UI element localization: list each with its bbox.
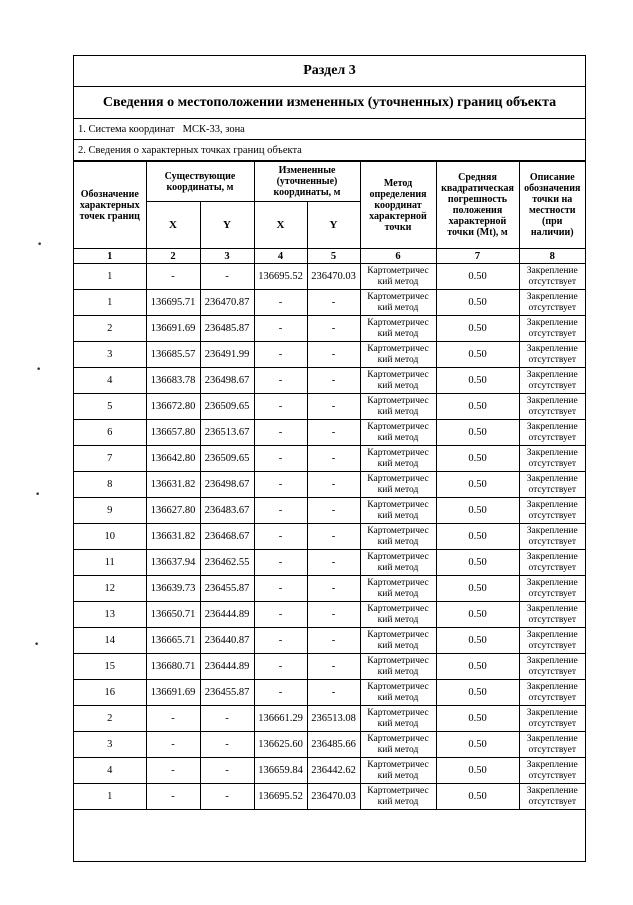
description-cell: Закрепление отсутствует	[519, 706, 585, 732]
existing-y-cell: 236470.87	[200, 290, 254, 316]
table-row	[74, 732, 585, 758]
description-cell: Закрепление отсутствует	[519, 758, 585, 784]
method-cell: Картометричес кий метод	[360, 342, 436, 368]
existing-y-cell: 236455.87	[200, 680, 254, 706]
method-cell: Картометричес кий метод	[360, 290, 436, 316]
changed-y-cell: -	[307, 576, 360, 602]
accuracy-cell: 0.50	[436, 264, 519, 290]
changed-x-cell: -	[254, 628, 307, 654]
description-cell: Закрепление отсутствует	[519, 576, 585, 602]
description-cell: Закрепление отсутствует	[519, 550, 585, 576]
changed-y-cell: -	[307, 316, 360, 342]
description-cell: Закрепление отсутствует	[519, 342, 585, 368]
column-number-row	[74, 249, 585, 264]
table-row	[74, 758, 585, 784]
existing-y-cell: 236468.67	[200, 524, 254, 550]
table-row	[74, 628, 585, 654]
changed-x-cell: -	[254, 472, 307, 498]
section-label: Раздел 3	[74, 56, 585, 87]
col-number: 7	[436, 249, 519, 264]
existing-y-cell: 236513.67	[200, 420, 254, 446]
existing-x-cell: 136683.78	[146, 368, 200, 394]
description-cell: Закрепление отсутствует	[519, 446, 585, 472]
col-method: Метод определения координат характерной точки	[360, 162, 436, 249]
existing-y-cell: -	[200, 784, 254, 810]
accuracy-cell: 0.50	[436, 602, 519, 628]
point-id-cell: 6	[74, 420, 146, 446]
description-cell: Закрепление отсутствует	[519, 680, 585, 706]
description-cell: Закрепление отсутствует	[519, 394, 585, 420]
changed-y-cell: -	[307, 680, 360, 706]
changed-y-cell: -	[307, 524, 360, 550]
margin-mark: •	[34, 640, 40, 650]
existing-y-cell: 236462.55	[200, 550, 254, 576]
col-changed-x: X	[254, 202, 307, 249]
method-cell: Картометричес кий метод	[360, 316, 436, 342]
col-number: 5	[307, 249, 360, 264]
point-id-cell: 5	[74, 394, 146, 420]
document-title: Сведения о местоположении измененных (уточненных) границ объекта	[74, 87, 585, 119]
changed-y-cell: -	[307, 420, 360, 446]
margin-mark: •	[35, 490, 41, 500]
method-cell: Картометричес кий метод	[360, 758, 436, 784]
col-number: 2	[146, 249, 200, 264]
accuracy-cell: 0.50	[436, 654, 519, 680]
existing-x-cell: 136695.71	[146, 290, 200, 316]
existing-x-cell: 136657.80	[146, 420, 200, 446]
accuracy-cell: 0.50	[436, 576, 519, 602]
changed-y-cell: -	[307, 550, 360, 576]
accuracy-cell: 0.50	[436, 550, 519, 576]
description-cell: Закрепление отсутствует	[519, 420, 585, 446]
table-row	[74, 446, 585, 472]
point-id-cell: 3	[74, 342, 146, 368]
changed-x-cell: -	[254, 316, 307, 342]
description-cell: Закрепление отсутствует	[519, 784, 585, 810]
changed-y-cell: -	[307, 368, 360, 394]
point-id-cell: 2	[74, 706, 146, 732]
table-row	[74, 498, 585, 524]
method-cell: Картометричес кий метод	[360, 498, 436, 524]
existing-y-cell: 236491.99	[200, 342, 254, 368]
table-row	[74, 550, 585, 576]
existing-x-cell: 136631.82	[146, 472, 200, 498]
accuracy-cell: 0.50	[436, 394, 519, 420]
changed-x-cell: 136695.52	[254, 784, 307, 810]
existing-x-cell: 136627.80	[146, 498, 200, 524]
existing-x-cell: 136672.80	[146, 394, 200, 420]
table-row	[74, 524, 585, 550]
changed-x-cell: 136625.60	[254, 732, 307, 758]
existing-x-cell: 136665.71	[146, 628, 200, 654]
changed-y-cell: 236513.08	[307, 706, 360, 732]
description-cell: Закрепление отсутствует	[519, 472, 585, 498]
point-id-cell: 8	[74, 472, 146, 498]
existing-y-cell: 236440.87	[200, 628, 254, 654]
coord-system-value: МСК-33, зона	[182, 123, 245, 135]
changed-x-cell: -	[254, 290, 307, 316]
point-id-cell: 16	[74, 680, 146, 706]
changed-x-cell: -	[254, 524, 307, 550]
changed-x-cell: -	[254, 498, 307, 524]
table-row	[74, 420, 585, 446]
description-cell: Закрепление отсутствует	[519, 290, 585, 316]
changed-x-cell: 136661.29	[254, 706, 307, 732]
col-existing: Существующие координаты, м	[146, 162, 254, 202]
changed-y-cell: -	[307, 342, 360, 368]
point-id-cell: 1	[74, 290, 146, 316]
existing-x-cell: 136685.57	[146, 342, 200, 368]
changed-x-cell: -	[254, 446, 307, 472]
method-cell: Картометричес кий метод	[360, 264, 436, 290]
col-number: 6	[360, 249, 436, 264]
points-table-body	[74, 264, 585, 810]
method-cell: Картометричес кий метод	[360, 524, 436, 550]
existing-y-cell: 236483.67	[200, 498, 254, 524]
method-cell: Картометричес кий метод	[360, 654, 436, 680]
accuracy-cell: 0.50	[436, 784, 519, 810]
changed-y-cell: 236485.66	[307, 732, 360, 758]
existing-x-cell: -	[146, 784, 200, 810]
table-row	[74, 680, 585, 706]
existing-x-cell: -	[146, 758, 200, 784]
table-row	[74, 706, 585, 732]
existing-y-cell: 236498.67	[200, 472, 254, 498]
existing-x-cell: 136691.69	[146, 316, 200, 342]
accuracy-cell: 0.50	[436, 732, 519, 758]
existing-y-cell: -	[200, 264, 254, 290]
changed-y-cell: 236470.03	[307, 784, 360, 810]
col-description: Описание обозначения точки на местности (при наличии)	[519, 162, 585, 249]
method-cell: Картометричес кий метод	[360, 368, 436, 394]
existing-y-cell: 236485.87	[200, 316, 254, 342]
description-cell: Закрепление отсутствует	[519, 264, 585, 290]
existing-x-cell: 136691.69	[146, 680, 200, 706]
description-cell: Закрепление отсутствует	[519, 628, 585, 654]
point-id-cell: 12	[74, 576, 146, 602]
method-cell: Картометричес кий метод	[360, 602, 436, 628]
description-cell: Закрепление отсутствует	[519, 654, 585, 680]
method-cell: Картометричес кий метод	[360, 784, 436, 810]
point-id-cell: 2	[74, 316, 146, 342]
point-id-cell: 3	[74, 732, 146, 758]
changed-y-cell: -	[307, 654, 360, 680]
method-cell: Картометричес кий метод	[360, 550, 436, 576]
changed-x-cell: -	[254, 420, 307, 446]
changed-x-cell: -	[254, 368, 307, 394]
point-id-cell: 1	[74, 784, 146, 810]
method-cell: Картометричес кий метод	[360, 472, 436, 498]
accuracy-cell: 0.50	[436, 498, 519, 524]
col-number: 3	[200, 249, 254, 264]
accuracy-cell: 0.50	[436, 524, 519, 550]
accuracy-cell: 0.50	[436, 420, 519, 446]
accuracy-cell: 0.50	[436, 368, 519, 394]
coord-system-label: 1. Система координат	[78, 123, 175, 135]
col-number: 1	[74, 249, 146, 264]
existing-x-cell: 136650.71	[146, 602, 200, 628]
accuracy-cell: 0.50	[436, 316, 519, 342]
points-table	[74, 161, 585, 810]
col-existing-y: Y	[200, 202, 254, 249]
existing-y-cell: 236444.89	[200, 654, 254, 680]
accuracy-cell: 0.50	[436, 706, 519, 732]
document-frame	[73, 55, 586, 862]
point-id-cell: 11	[74, 550, 146, 576]
changed-x-cell: -	[254, 550, 307, 576]
point-id-cell: 7	[74, 446, 146, 472]
method-cell: Картометричес кий метод	[360, 576, 436, 602]
method-cell: Картометричес кий метод	[360, 420, 436, 446]
changed-y-cell: -	[307, 498, 360, 524]
existing-x-cell: 136631.82	[146, 524, 200, 550]
col-changed: Измененные (уточненные) координаты, м	[254, 162, 360, 202]
col-number: 8	[519, 249, 585, 264]
points-heading: 2. Сведения о характерных точках границ объекта	[74, 140, 585, 161]
changed-x-cell: -	[254, 576, 307, 602]
method-cell: Картометричес кий метод	[360, 394, 436, 420]
col-changed-y: Y	[307, 202, 360, 249]
point-id-cell: 10	[74, 524, 146, 550]
existing-y-cell: -	[200, 706, 254, 732]
accuracy-cell: 0.50	[436, 446, 519, 472]
table-row	[74, 602, 585, 628]
existing-y-cell: 236509.65	[200, 394, 254, 420]
existing-x-cell: -	[146, 732, 200, 758]
description-cell: Закрепление отсутствует	[519, 316, 585, 342]
table-row	[74, 368, 585, 394]
table-row	[74, 290, 585, 316]
changed-y-cell: -	[307, 446, 360, 472]
margin-mark: •	[37, 240, 43, 250]
accuracy-cell: 0.50	[436, 472, 519, 498]
method-cell: Картометричес кий метод	[360, 628, 436, 654]
changed-x-cell: -	[254, 342, 307, 368]
changed-x-cell: -	[254, 654, 307, 680]
accuracy-cell: 0.50	[436, 342, 519, 368]
changed-y-cell: -	[307, 394, 360, 420]
existing-x-cell: 136637.94	[146, 550, 200, 576]
point-id-cell: 1	[74, 264, 146, 290]
existing-y-cell: 236455.87	[200, 576, 254, 602]
description-cell: Закрепление отсутствует	[519, 498, 585, 524]
changed-y-cell: -	[307, 472, 360, 498]
col-accuracy: Средняя квадратическая погрешность положения характерной точки (Mt), м	[436, 162, 519, 249]
point-id-cell: 14	[74, 628, 146, 654]
point-id-cell: 9	[74, 498, 146, 524]
col-existing-x: X	[146, 202, 200, 249]
existing-y-cell: 236509.65	[200, 446, 254, 472]
changed-x-cell: -	[254, 394, 307, 420]
table-row	[74, 316, 585, 342]
method-cell: Картометричес кий метод	[360, 706, 436, 732]
table-row	[74, 342, 585, 368]
table-row	[74, 472, 585, 498]
changed-x-cell: 136659.84	[254, 758, 307, 784]
changed-x-cell: -	[254, 680, 307, 706]
col-designation: Обозначение характерных точек границ	[74, 162, 146, 249]
existing-x-cell: -	[146, 706, 200, 732]
changed-y-cell: 236470.03	[307, 264, 360, 290]
point-id-cell: 4	[74, 368, 146, 394]
existing-y-cell: -	[200, 758, 254, 784]
table-row	[74, 576, 585, 602]
method-cell: Картометричес кий метод	[360, 680, 436, 706]
changed-y-cell: -	[307, 628, 360, 654]
table-row	[74, 784, 585, 810]
existing-y-cell: 236498.67	[200, 368, 254, 394]
description-cell: Закрепление отсутствует	[519, 602, 585, 628]
description-cell: Закрепление отсутствует	[519, 524, 585, 550]
changed-y-cell: -	[307, 602, 360, 628]
point-id-cell: 15	[74, 654, 146, 680]
accuracy-cell: 0.50	[436, 290, 519, 316]
table-row	[74, 394, 585, 420]
changed-y-cell: 236442.62	[307, 758, 360, 784]
table-row	[74, 264, 585, 290]
existing-x-cell: -	[146, 264, 200, 290]
table-row	[74, 654, 585, 680]
method-cell: Картометричес кий метод	[360, 732, 436, 758]
existing-x-cell: 136680.71	[146, 654, 200, 680]
coord-system-line	[74, 119, 585, 140]
description-cell: Закрепление отсутствует	[519, 368, 585, 394]
existing-y-cell: 236444.89	[200, 602, 254, 628]
margin-mark: •	[36, 365, 42, 375]
existing-x-cell: 136642.80	[146, 446, 200, 472]
col-number: 4	[254, 249, 307, 264]
description-cell: Закрепление отсутствует	[519, 732, 585, 758]
accuracy-cell: 0.50	[436, 758, 519, 784]
method-cell: Картометричес кий метод	[360, 446, 436, 472]
changed-y-cell: -	[307, 290, 360, 316]
existing-y-cell: -	[200, 732, 254, 758]
changed-x-cell: 136695.52	[254, 264, 307, 290]
point-id-cell: 13	[74, 602, 146, 628]
existing-x-cell: 136639.73	[146, 576, 200, 602]
changed-x-cell: -	[254, 602, 307, 628]
accuracy-cell: 0.50	[436, 628, 519, 654]
point-id-cell: 4	[74, 758, 146, 784]
accuracy-cell: 0.50	[436, 680, 519, 706]
